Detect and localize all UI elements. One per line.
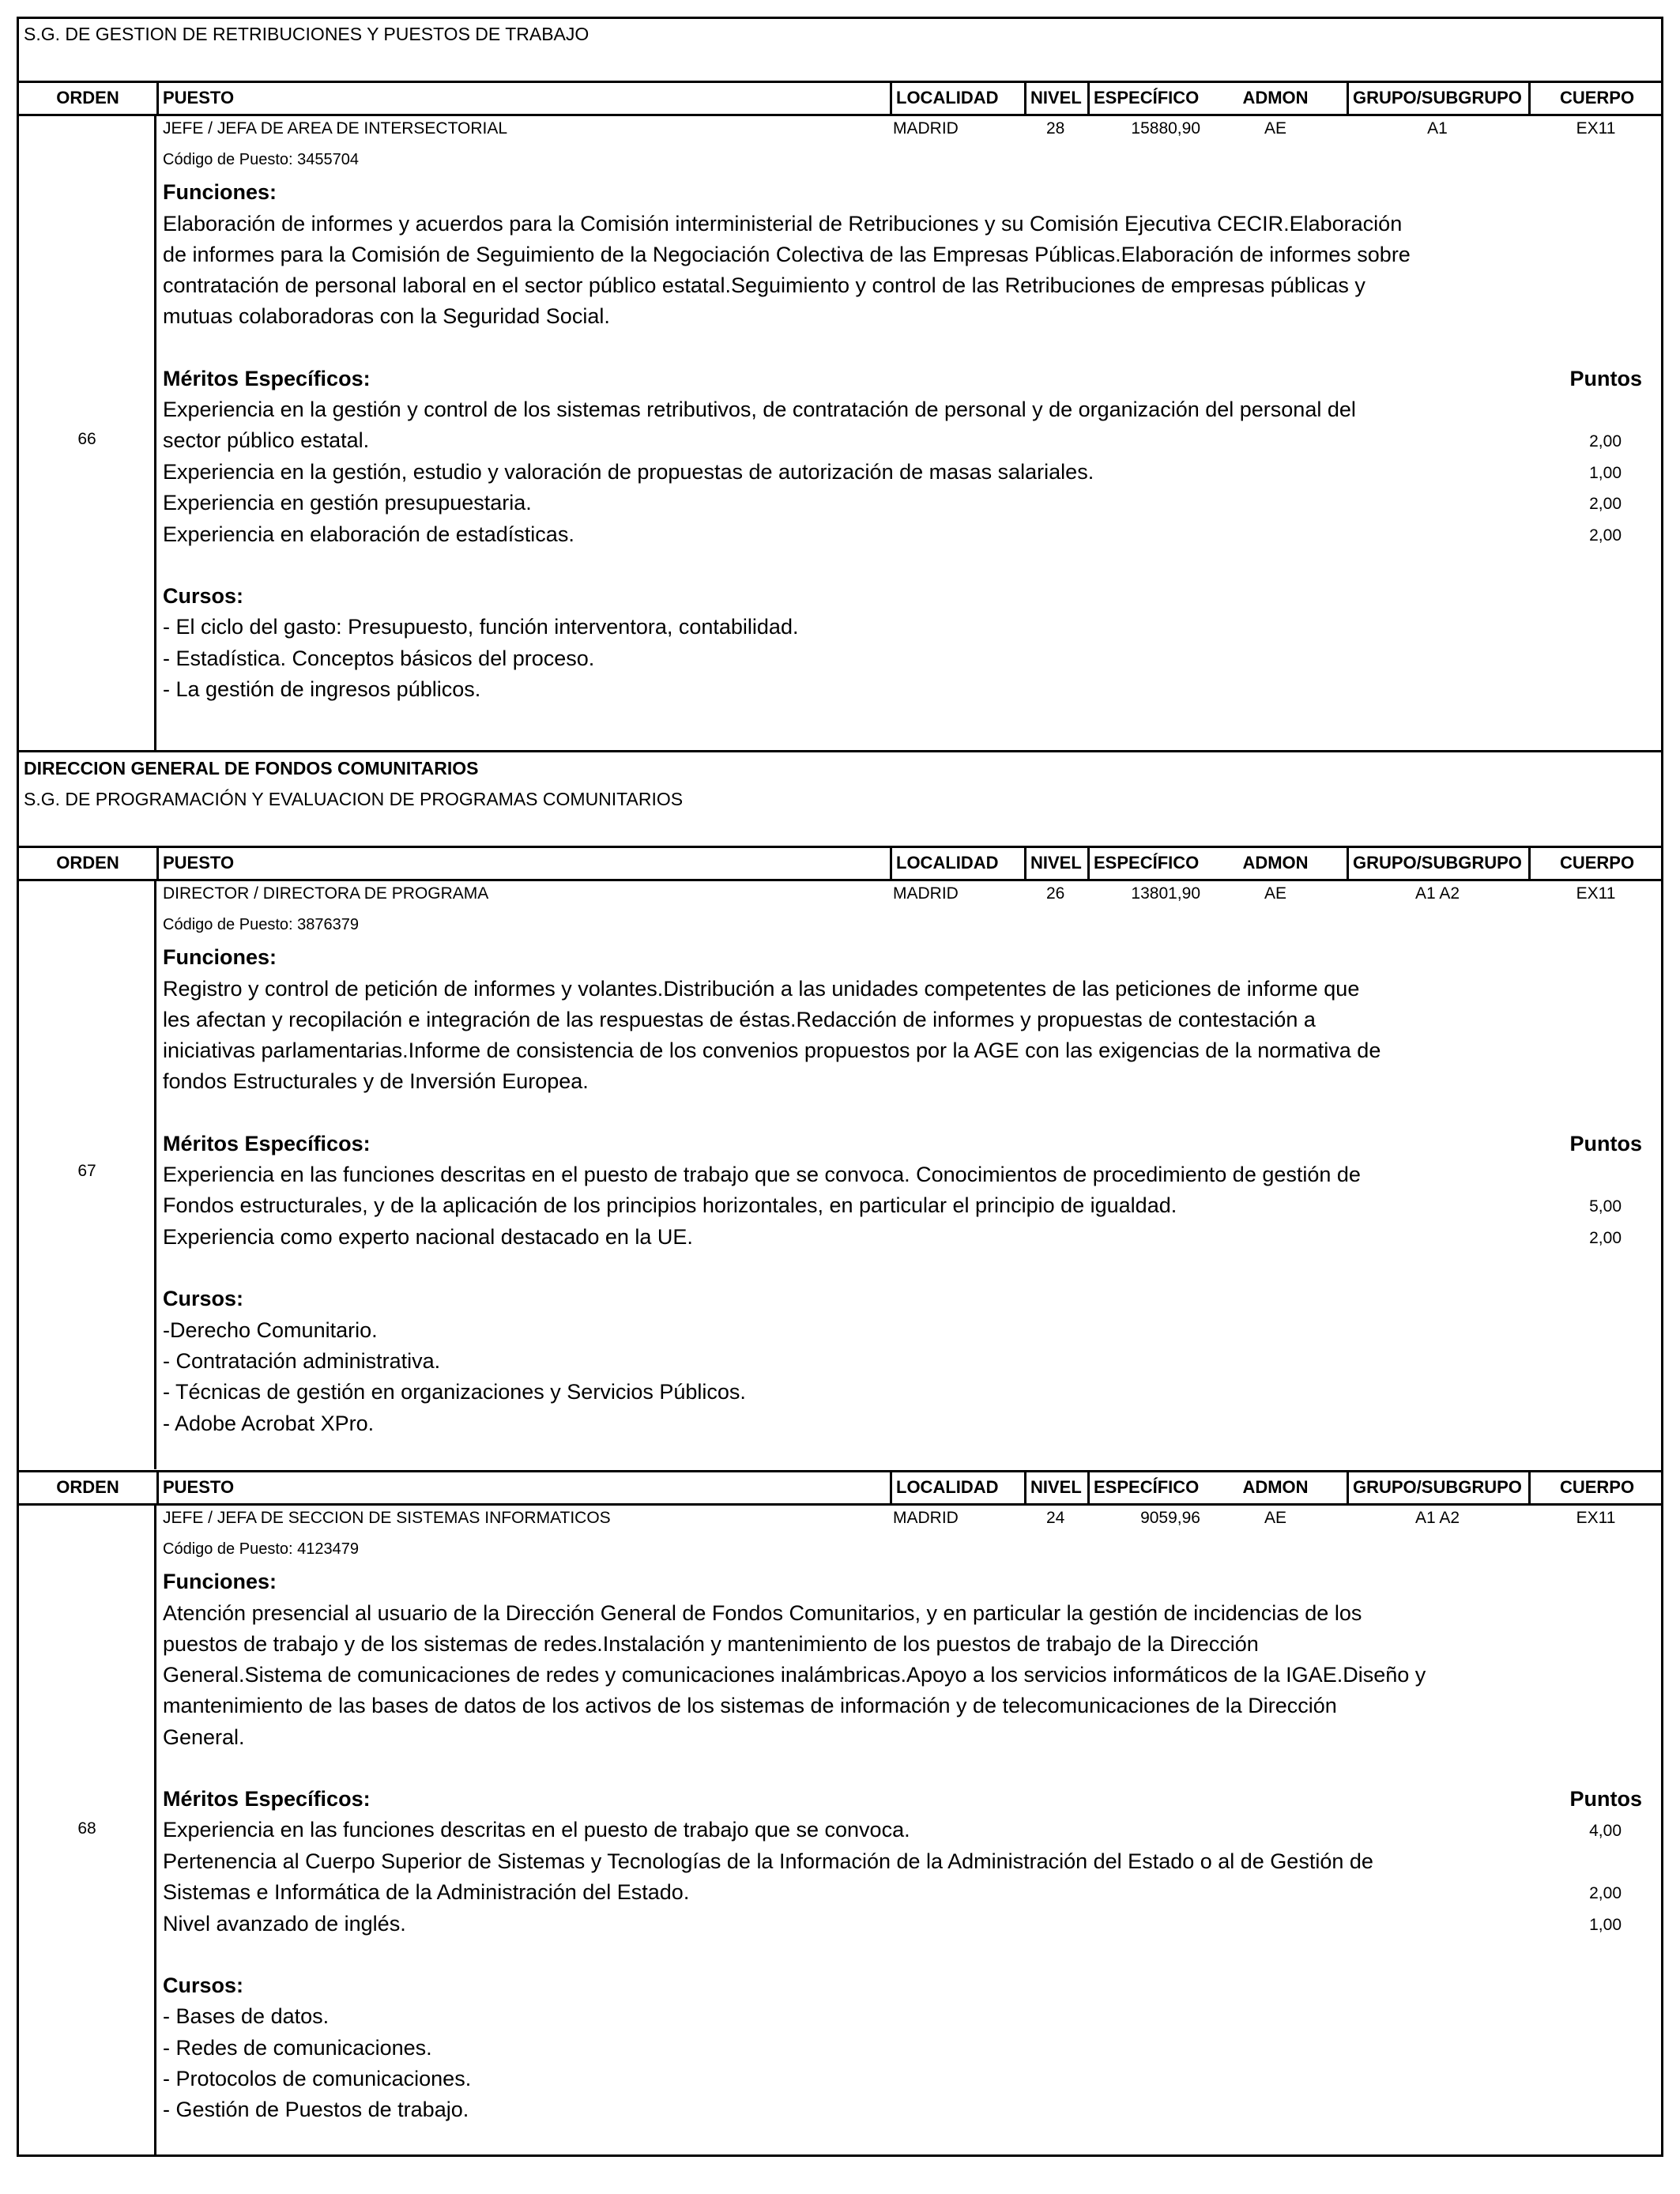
puntos-value: 2,00 (1589, 1229, 1622, 1247)
grupo-value: A1 (1427, 119, 1448, 138)
header-cuerpo: CUERPO (1528, 847, 1663, 879)
merito-line: Experiencia en las funciones descritas en el puesto de trabajo que se convoca. Conocimientos de procedimiento de gestión de (163, 1163, 1361, 1186)
admon-value: AE (1264, 884, 1286, 903)
curso-line: - Técnicas de gestión en organizaciones y Servicios Públicos. (163, 1380, 746, 1404)
meritos-heading: Méritos Específicos: (163, 1132, 371, 1155)
especifico-value: 15880,90 (1131, 119, 1200, 138)
header-puesto: PUESTO (156, 847, 890, 879)
cursos-heading: Cursos: (163, 584, 244, 608)
funciones-line: mantenimiento de las bases de datos de los activos de los sistemas de información y de telecomunicaciones de la Dirección (163, 1694, 1337, 1717)
header-orden: ORDEN (56, 853, 119, 873)
table-header (19, 847, 1661, 879)
meritos-heading: Méritos Específicos: (163, 367, 371, 390)
puntos-value: 2,00 (1589, 1884, 1622, 1902)
puntos-heading: Puntos (1569, 1787, 1642, 1811)
funciones-heading: Funciones: (163, 945, 277, 969)
curso-line: - La gestión de ingresos públicos. (163, 677, 481, 701)
section-title: S.G. DE GESTION DE RETRIBUCIONES Y PUESTOS DE TRABAJO (24, 24, 590, 44)
codigo-puesto: Código de Puesto: 3455704 (163, 151, 359, 168)
puntos-heading: Puntos (1569, 367, 1642, 390)
puesto-value: JEFE / JEFA DE SECCION DE SISTEMAS INFORMATICOS (163, 1509, 611, 1527)
header-localidad: LOCALIDAD (890, 1472, 1024, 1503)
list-item (19, 881, 1661, 1469)
header-admon: ADMON (1242, 1477, 1309, 1497)
header-nivel: NIVEL (1024, 1472, 1087, 1503)
curso-line: - Redes de comunicaciones. (163, 2036, 432, 2060)
curso-line: - Estadística. Conceptos básicos del proceso. (163, 647, 595, 670)
merito-line: Sistemas e Informática de la Administración del Estado. (163, 1880, 690, 1904)
grupo-value: A1 A2 (1414, 1509, 1460, 1527)
merito-line: Experiencia como experto nacional destacado en la UE. (163, 1225, 693, 1249)
list-item (19, 1506, 1661, 2154)
header-admon: ADMON (1242, 853, 1309, 873)
table-header (19, 82, 1661, 114)
funciones-heading: Funciones: (163, 180, 277, 204)
merito-line: Experiencia en gestión presupuestaria. (163, 491, 532, 515)
curso-line: - El ciclo del gasto: Presupuesto, función interventora, contabilidad. (163, 615, 799, 639)
header-grupo: GRUPO/SUBGRUPO (1347, 82, 1528, 114)
meritos-heading: Méritos Específicos: (163, 1787, 371, 1811)
orden-value: 67 (77, 1162, 96, 1180)
curso-line: - Adobe Acrobat XPro. (163, 1412, 375, 1435)
header-especifico: ESPECÍFICO (1087, 82, 1204, 114)
curso-line: -Derecho Comunitario. (163, 1318, 378, 1342)
header-puesto: PUESTO (156, 1472, 890, 1503)
funciones-line: General.Sistema de comunicaciones de redes y comunicaciones inalámbricas.Apoyo a los servicios informáticos de la IGAE.Diseño y (163, 1663, 1426, 1687)
table-header (19, 1472, 1661, 1503)
curso-line: - Gestión de Puestos de trabajo. (163, 2098, 469, 2121)
merito-line: Fondos estructurales, y de la aplicación de los principios horizontales, en particular el principio de igualdad. (163, 1193, 1177, 1217)
especifico-value: 13801,90 (1131, 884, 1200, 903)
merito-line: Experiencia en la gestión y control de los sistemas retributivos, de contratación de personal y de organización del personal del (163, 398, 1356, 421)
funciones-line: contratación de personal laboral en el sector público estatal.Seguimiento y control de las Retribuciones de empresas públicas y (163, 273, 1365, 297)
puntos-value: 2,00 (1589, 526, 1622, 545)
funciones-heading: Funciones: (163, 1570, 277, 1593)
funciones-line: iniciativas parlamentarias.Informe de consistencia de los convenios propuestos por la AGE con las exigencias de la normativa de (163, 1039, 1381, 1062)
nivel-value: 28 (1046, 119, 1065, 138)
header-orden: ORDEN (56, 1477, 119, 1497)
cursos-heading: Cursos: (163, 1973, 244, 1997)
header-nivel: NIVEL (1024, 82, 1087, 114)
header-grupo: GRUPO/SUBGRUPO (1347, 1472, 1528, 1503)
cuerpo-value: EX11 (1576, 119, 1616, 138)
funciones-line: de informes para la Comisión de Seguimiento de la Negociación Colectiva de las Empresas Públicas.Elaboración de informes sobre (163, 243, 1411, 266)
codigo-puesto: Código de Puesto: 4123479 (163, 1540, 359, 1558)
funciones-line: Registro y control de petición de informes y volantes.Distribución a las unidades competentes de las peticiones de informe que (163, 977, 1360, 1001)
list-item (19, 116, 1661, 750)
localidad-value: MADRID (893, 119, 959, 138)
nivel-value: 26 (1046, 884, 1065, 903)
header-especifico: ESPECÍFICO (1087, 1472, 1204, 1503)
merito-line: Experiencia en elaboración de estadísticas. (163, 522, 574, 546)
puesto-value: DIRECTOR / DIRECTORA DE PROGRAMA (163, 884, 489, 903)
codigo-puesto: Código de Puesto: 3876379 (163, 916, 359, 933)
cursos-heading: Cursos: (163, 1287, 244, 1310)
admon-value: AE (1264, 119, 1286, 138)
puntos-value: 4,00 (1589, 1822, 1622, 1840)
curso-line: - Bases de datos. (163, 2004, 330, 2028)
funciones-line: puestos de trabajo y de los sistemas de redes.Instalación y mantenimiento de los puestos de trabajo de la Dirección (163, 1632, 1259, 1656)
header-localidad: LOCALIDAD (890, 82, 1024, 114)
curso-line: - Contratación administrativa. (163, 1349, 441, 1373)
merito-line: Pertenencia al Cuerpo Superior de Sistemas y Tecnologías de la Información de la Administración del Estado o al de Gestión de (163, 1849, 1373, 1873)
merito-line: Nivel avanzado de inglés. (163, 1912, 406, 1936)
section-title: DIRECCION GENERAL DE FONDOS COMUNITARIOS (24, 758, 479, 778)
merito-line: sector público estatal. (163, 428, 370, 452)
divider (19, 750, 1661, 752)
header-localidad: LOCALIDAD (890, 847, 1024, 879)
puntos-value: 1,00 (1589, 464, 1622, 482)
puntos-value: 2,00 (1589, 495, 1622, 513)
puntos-value: 5,00 (1589, 1197, 1622, 1216)
funciones-line: General. (163, 1725, 245, 1749)
funciones-line: les afectan y recopilación e integración de las respuestas de éstas.Redacción de informes y propuestas de contestación a (163, 1008, 1316, 1031)
header-cuerpo: CUERPO (1528, 1472, 1663, 1503)
header-cuerpo: CUERPO (1528, 82, 1663, 114)
header-nivel: NIVEL (1024, 847, 1087, 879)
merito-line: Experiencia en las funciones descritas en el puesto de trabajo que se convoca. (163, 1818, 910, 1842)
cuerpo-value: EX11 (1576, 1509, 1616, 1527)
localidad-value: MADRID (893, 884, 959, 903)
header-orden: ORDEN (56, 88, 119, 107)
grupo-value: A1 A2 (1414, 884, 1460, 903)
puntos-value: 1,00 (1589, 1916, 1622, 1934)
header-grupo: GRUPO/SUBGRUPO (1347, 847, 1528, 879)
curso-line: - Protocolos de comunicaciones. (163, 2067, 472, 2090)
document-page (17, 17, 1663, 2157)
especifico-value: 9059,96 (1140, 1509, 1200, 1527)
puntos-heading: Puntos (1569, 1132, 1642, 1155)
localidad-value: MADRID (893, 1509, 959, 1527)
orden-value: 66 (77, 430, 96, 448)
nivel-value: 24 (1046, 1509, 1065, 1527)
header-puesto: PUESTO (156, 82, 890, 114)
funciones-line: fondos Estructurales y de Inversión Europea. (163, 1069, 589, 1093)
funciones-line: Atención presencial al usuario de la Dirección General de Fondos Comunitarios, y en particular la gestión de incidencias de los (163, 1601, 1362, 1625)
cuerpo-value: EX11 (1576, 884, 1616, 903)
funciones-line: mutuas colaboradoras con la Seguridad Social. (163, 304, 610, 328)
puesto-value: JEFE / JEFA DE AREA DE INTERSECTORIAL (163, 119, 508, 138)
puntos-value: 2,00 (1589, 432, 1622, 450)
orden-value: 68 (77, 1819, 96, 1838)
admon-value: AE (1264, 1509, 1286, 1527)
header-admon: ADMON (1242, 88, 1309, 107)
section-subtitle: S.G. DE PROGRAMACIÓN Y EVALUACION DE PROGRAMAS COMUNITARIOS (24, 789, 684, 809)
header-especifico: ESPECÍFICO (1087, 847, 1204, 879)
merito-line: Experiencia en la gestión, estudio y valoración de propuestas de autorización de masas salariales. (163, 460, 1094, 484)
funciones-line: Elaboración de informes y acuerdos para la Comisión interministerial de Retribuciones y su Comisión Ejecutiva CECIR.Elaboración (163, 212, 1403, 236)
